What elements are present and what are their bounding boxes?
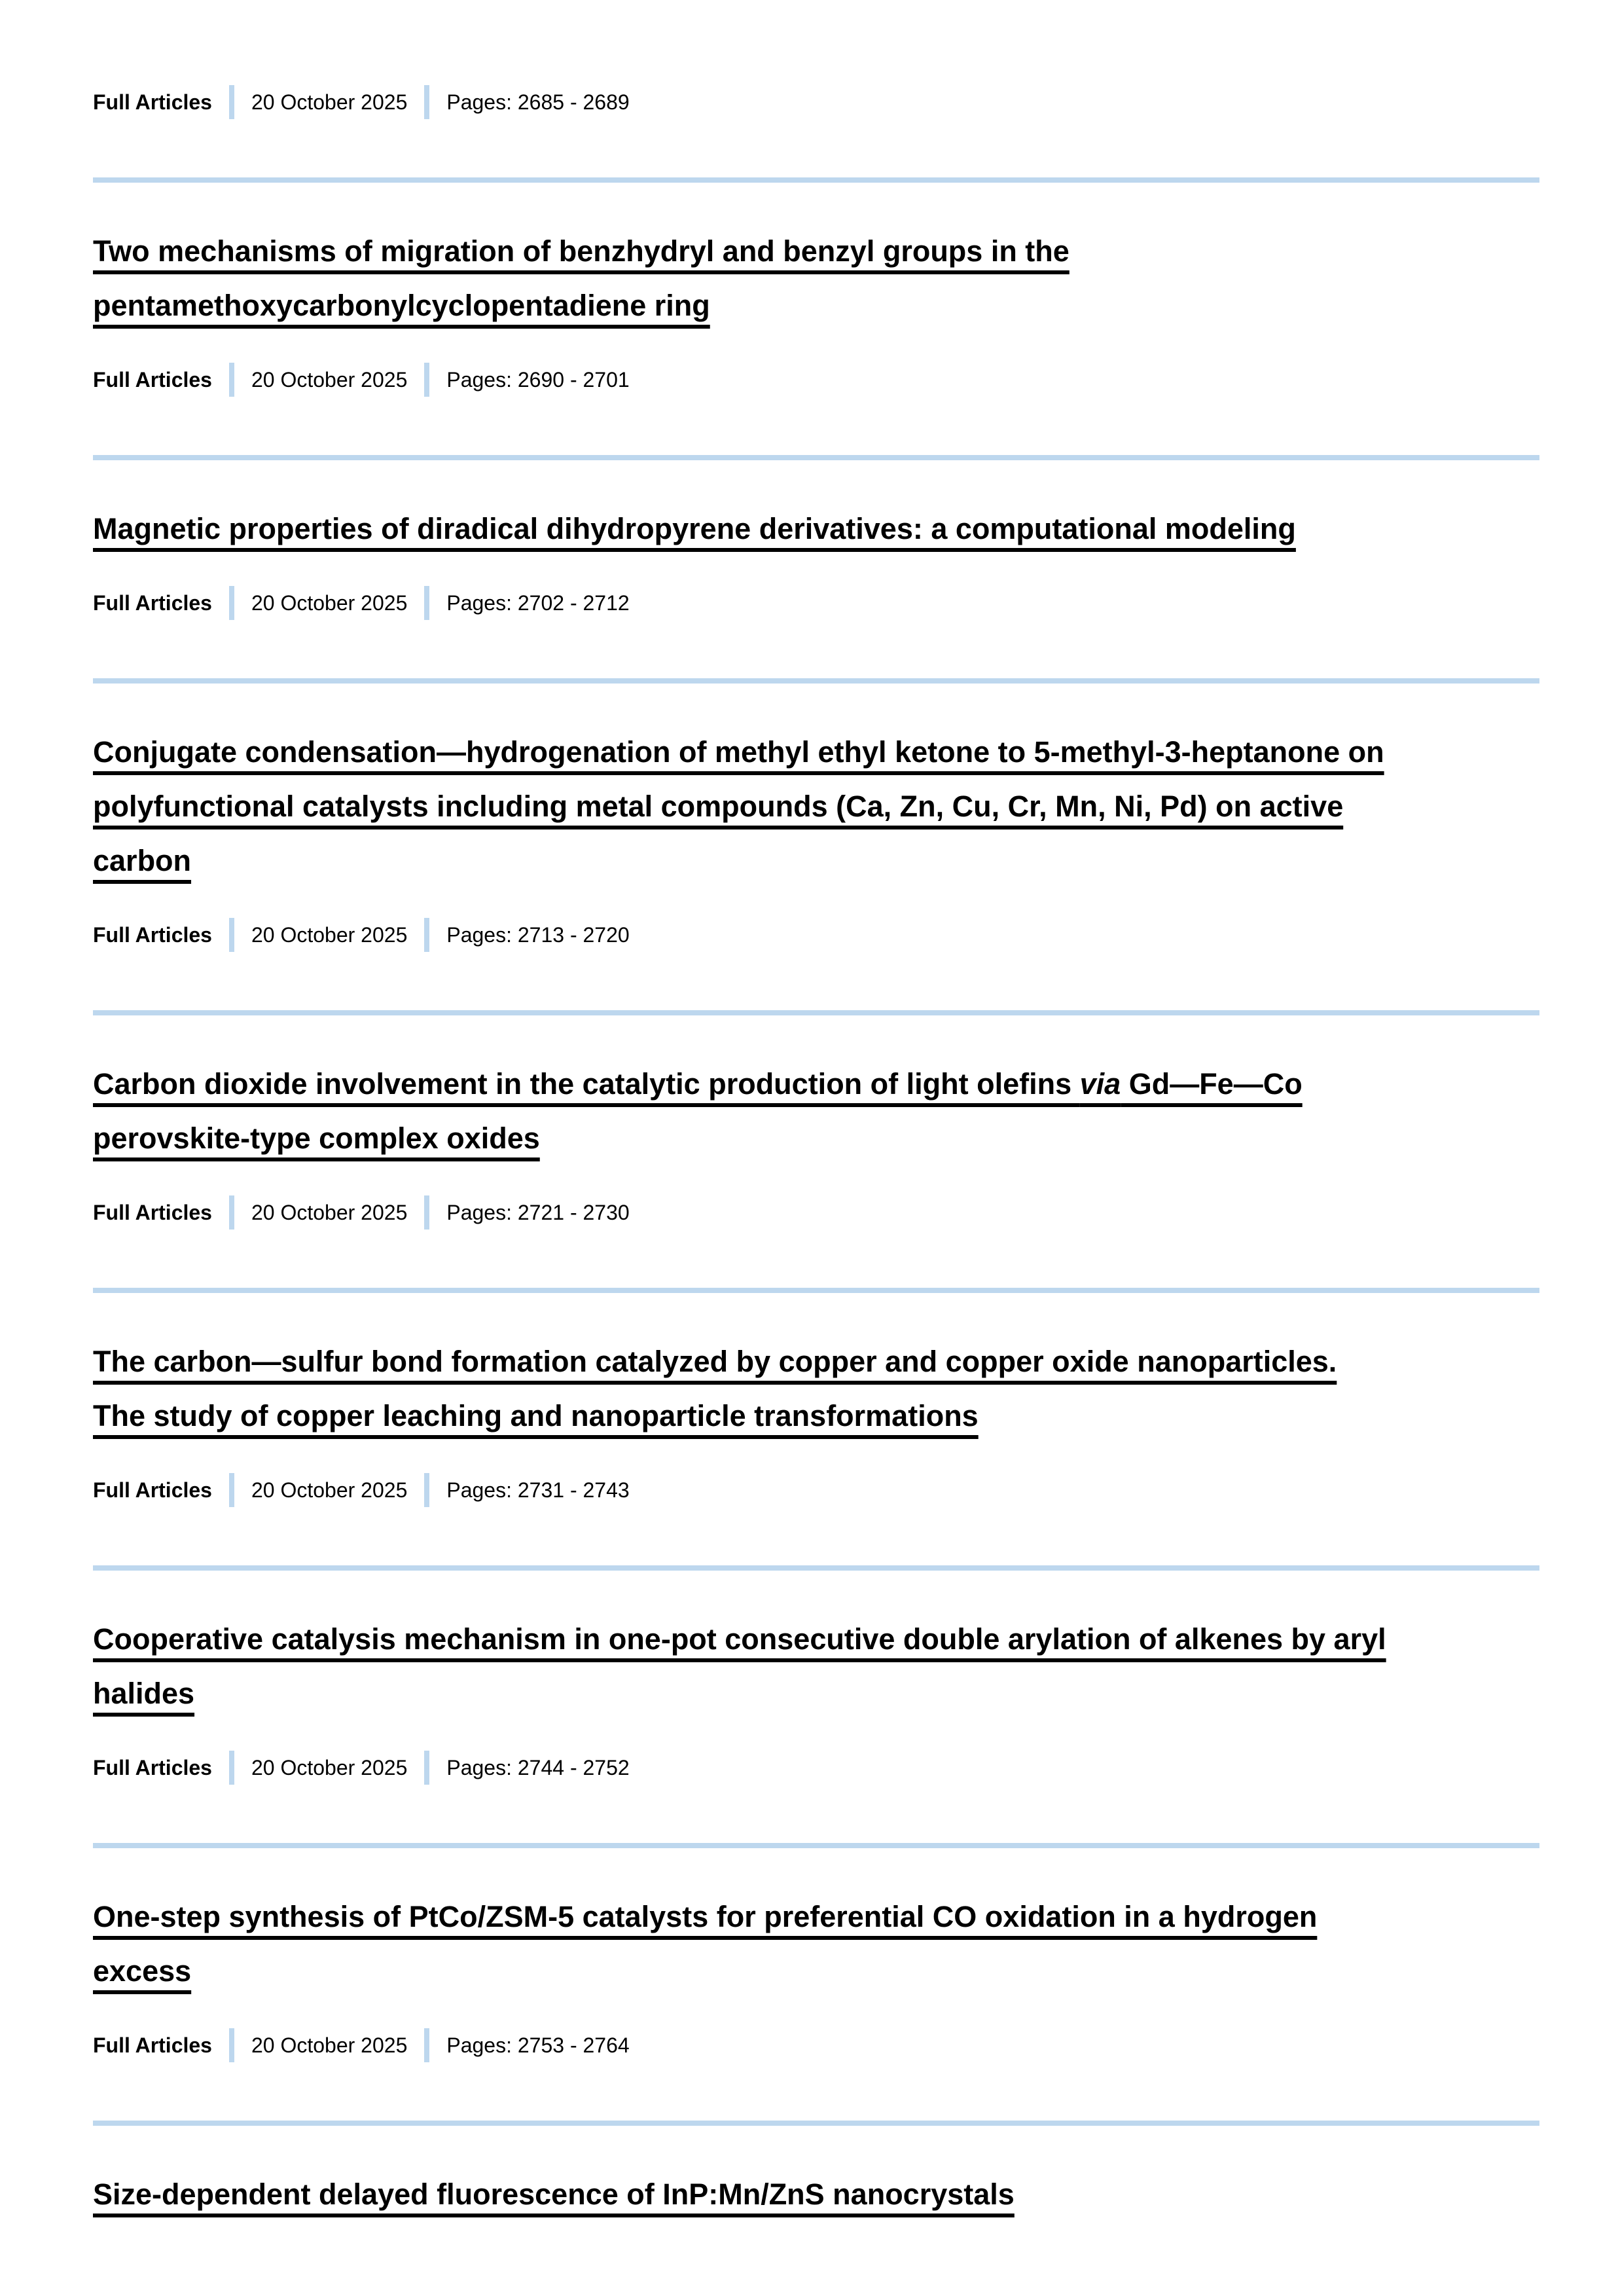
article-pages: Pages: 2685 - 2689 <box>446 90 630 114</box>
article-entry <box>93 501 1539 683</box>
article-date: 20 October 2025 <box>251 2033 408 2057</box>
entry-divider <box>93 455 1539 460</box>
article-title-link[interactable] <box>93 1889 1539 1998</box>
article-title-line <box>93 2167 1539 2221</box>
article-entry <box>93 85 1539 183</box>
entry-divider <box>93 1565 1539 1571</box>
title-segment: halides <box>93 1677 195 1710</box>
meta-separator <box>424 586 429 620</box>
meta-separator <box>424 363 429 397</box>
article-date: 20 October 2025 <box>251 1756 408 1779</box>
entry-divider <box>93 2121 1539 2126</box>
article-category-label: Full Articles <box>93 2033 212 2057</box>
article-title-link[interactable] <box>93 1057 1539 1165</box>
title-segment: Two mechanisms of migration of benzhydryl and benzyl groups in the <box>93 234 1070 268</box>
meta-separator <box>424 1751 429 1785</box>
article-pages: Pages: 2713 - 2720 <box>446 923 630 947</box>
article-category-label: Full Articles <box>93 923 212 947</box>
article-title-link[interactable] <box>93 501 1539 556</box>
meta-separator <box>424 1195 429 1230</box>
article-title-line <box>93 1666 1539 1721</box>
article-title-line <box>93 779 1539 833</box>
article-date: 20 October 2025 <box>251 591 408 615</box>
article-pages: Pages: 2744 - 2752 <box>446 1756 630 1779</box>
title-segment: polyfunctional catalysts including metal compounds (Ca, Zn, Cu, Cr, Mn, Ni, Pd) on active <box>93 790 1344 823</box>
meta-separator <box>229 1473 234 1507</box>
article-meta <box>93 2028 1539 2062</box>
article-category-label: Full Articles <box>93 1201 212 1224</box>
article-title-line <box>93 833 1539 888</box>
meta-separator <box>229 918 234 952</box>
title-segment: The study of copper leaching and nanoparticle transformations <box>93 1399 979 1432</box>
article-meta <box>93 918 1539 952</box>
article-entry <box>93 2167 1539 2221</box>
article-entry <box>93 1334 1539 1571</box>
article-category-label: Full Articles <box>93 1478 212 1502</box>
article-pages: Pages: 2690 - 2701 <box>446 368 630 392</box>
title-segment: Cooperative catalysis mechanism in one-pot consecutive double arylation of alkenes by aryl <box>93 1622 1386 1656</box>
article-title-line <box>93 278 1539 333</box>
article-date: 20 October 2025 <box>251 1478 408 1502</box>
meta-separator <box>229 363 234 397</box>
article-entry <box>93 1889 1539 2126</box>
meta-separator <box>229 586 234 620</box>
article-date: 20 October 2025 <box>251 368 408 392</box>
title-segment: Conjugate condensation—hydrogenation of methyl ethyl ketone to 5-methyl-3-heptanone on <box>93 735 1384 769</box>
article-meta <box>93 1195 1539 1230</box>
article-entry <box>93 1612 1539 1848</box>
entry-divider <box>93 1843 1539 1848</box>
article-title-line <box>93 1111 1539 1165</box>
article-title-line <box>93 1612 1539 1666</box>
entry-divider <box>93 177 1539 183</box>
meta-separator <box>229 2028 234 2062</box>
article-date: 20 October 2025 <box>251 923 408 947</box>
meta-separator <box>424 2028 429 2062</box>
entry-divider <box>93 678 1539 683</box>
article-pages: Pages: 2721 - 2730 <box>446 1201 630 1224</box>
article-title-line <box>93 1889 1539 1944</box>
entry-divider <box>93 1288 1539 1293</box>
meta-separator <box>229 1195 234 1230</box>
title-segment: The carbon—sulfur bond formation catalyzed by copper and copper oxide nanoparticles. <box>93 1345 1337 1378</box>
meta-separator <box>424 918 429 952</box>
title-segment: Size-dependent delayed fluorescence of InP:Mn/ZnS nanocrystals <box>93 2178 1015 2211</box>
title-segment: excess <box>93 1954 192 1988</box>
title-segment: perovskite-type complex oxides <box>93 1121 540 1155</box>
article-title-link[interactable] <box>93 1334 1539 1443</box>
article-title-line <box>93 1944 1539 1998</box>
article-date: 20 October 2025 <box>251 1201 408 1224</box>
article-title-line <box>93 725 1539 779</box>
article-category-label: Full Articles <box>93 90 212 114</box>
article-entry <box>93 1057 1539 1293</box>
article-meta <box>93 363 1539 397</box>
article-category-label: Full Articles <box>93 1756 212 1779</box>
title-segment-italic: via <box>1079 1067 1121 1101</box>
article-pages: Pages: 2731 - 2743 <box>446 1478 630 1502</box>
meta-separator <box>424 1473 429 1507</box>
meta-separator <box>229 1751 234 1785</box>
article-title-link[interactable] <box>93 2167 1539 2221</box>
article-entry <box>93 224 1539 460</box>
title-segment: pentamethoxycarbonylcyclopentadiene ring <box>93 289 710 322</box>
article-title-line <box>93 501 1539 556</box>
article-meta <box>93 1751 1539 1785</box>
meta-separator <box>229 85 234 119</box>
article-entry <box>93 725 1539 1015</box>
article-title-link[interactable] <box>93 1612 1539 1721</box>
title-segment: Magnetic properties of diradical dihydropyrene derivatives: a computational modeling <box>93 512 1296 545</box>
article-pages: Pages: 2753 - 2764 <box>446 2033 630 2057</box>
meta-separator <box>424 85 429 119</box>
title-segment: One-step synthesis of PtCo/ZSM-5 catalysts for preferential CO oxidation in a hydrogen <box>93 1900 1318 1933</box>
article-title-link[interactable] <box>93 725 1539 888</box>
title-segment: Carbon dioxide involvement in the catalytic production of light olefins <box>93 1067 1080 1101</box>
article-category-label: Full Articles <box>93 591 212 615</box>
article-title-line <box>93 1389 1539 1443</box>
article-pages: Pages: 2702 - 2712 <box>446 591 630 615</box>
article-title-line <box>93 1334 1539 1389</box>
article-meta <box>93 1473 1539 1507</box>
article-title-line <box>93 224 1539 278</box>
title-segment: Gd—Fe—Co <box>1121 1067 1303 1101</box>
article-meta <box>93 586 1539 620</box>
article-meta <box>93 85 1539 119</box>
title-segment: carbon <box>93 844 192 877</box>
entry-divider <box>93 1010 1539 1015</box>
article-title-link[interactable] <box>93 224 1539 333</box>
article-date: 20 October 2025 <box>251 90 408 114</box>
article-category-label: Full Articles <box>93 368 212 392</box>
article-title-line <box>93 1057 1539 1111</box>
